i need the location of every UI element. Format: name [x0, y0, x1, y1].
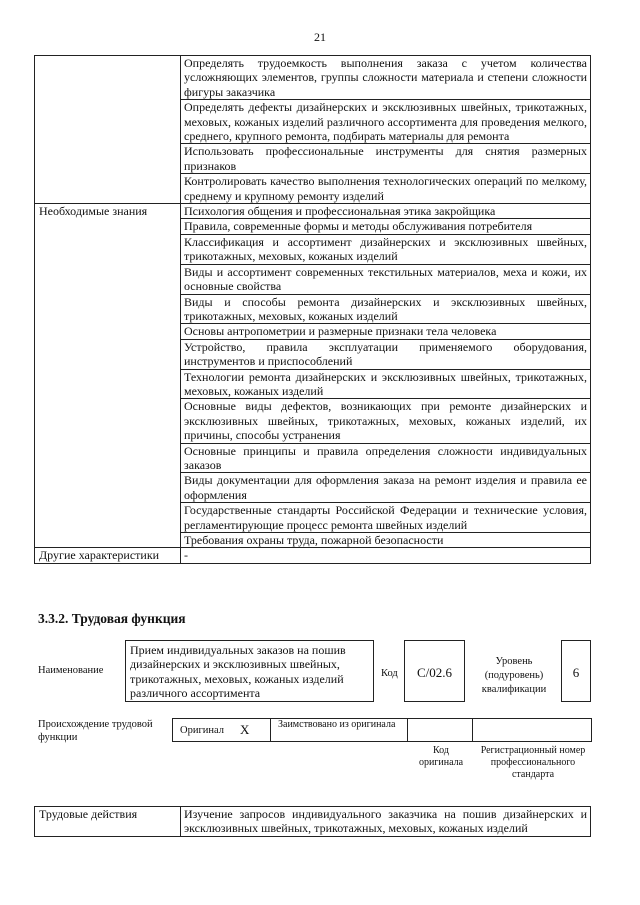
row-label [35, 443, 181, 473]
row-label [35, 100, 181, 144]
knowledge-row [35, 473, 591, 503]
skill-row [35, 100, 591, 144]
row-label [35, 369, 181, 399]
origin-label: Происхождение трудовой функции [38, 719, 153, 743]
knowledge-row [35, 339, 591, 369]
requirements-table [34, 55, 591, 564]
row-value: Основы антропометрии и размерные признаки тела человека [181, 324, 591, 339]
row-value: Использовать профессиональные инструменты для снятия размерных признаков [181, 144, 591, 174]
row-value: Определять трудоемкость выполнения заказа с учетом количества усложняющих элементов, группы сложности материала и степени сложности фигуры заказчика [181, 56, 591, 100]
name-label: Наименование [38, 665, 104, 676]
row-label [35, 339, 181, 369]
row-label [35, 174, 181, 204]
row-value: Основные виды дефектов, возникающих при ремонте дизайнерских и эксклюзивных швейных, трикотажных, меховых, кожаных изделий, их причины, способы устранения [181, 399, 591, 443]
skill-row [35, 174, 591, 204]
code-label: Код [381, 668, 398, 679]
page-number: 21 [314, 30, 326, 44]
original-mark: X [240, 722, 250, 737]
knowledge-row [35, 294, 591, 324]
row-value: Психология общения и профессиональная этика закройщика [181, 204, 591, 219]
knowledge-row [35, 503, 591, 533]
row-label [35, 503, 181, 533]
knowledge-row [35, 399, 591, 443]
row-value: Основные принципы и правила определения сложности индивидуальных заказов [181, 443, 591, 473]
row-label [35, 324, 181, 339]
row-label [35, 533, 181, 548]
actions-table [34, 806, 591, 837]
row-value: Виды и способы ремонта дизайнерских и эксклюзивных швейных, трикотажных, меховых, кожаных изделий [181, 294, 591, 324]
knowledge-label: Необходимые знания [35, 204, 181, 219]
row-value: Виды и ассортимент современных текстильных материалов, меха и кожи, их основные свойства [181, 264, 591, 294]
row-value: Устройство, правила эксплуатации применяемого оборудования, инструментов и приспособлений [181, 339, 591, 369]
row-value: Классификация и ассортимент дизайнерских и эксклюзивных швейных, трикотажных, меховых, кожаных изделий [181, 234, 591, 264]
row-label [35, 294, 181, 324]
knowledge-row [35, 234, 591, 264]
borrowed-label: Заимствовано из оригинала [278, 719, 396, 730]
section-title: 3.3.2. Трудовая функция [38, 611, 186, 626]
divider [472, 718, 473, 742]
knowledge-row [35, 204, 591, 219]
knowledge-row [35, 369, 591, 399]
knowledge-row [35, 219, 591, 234]
table-row [35, 807, 591, 837]
knowledge-row [35, 533, 591, 548]
row-value: Правила, современные формы и методы обслуживания потребителя [181, 219, 591, 234]
registration-caption: Регистрационный номер профессионального стандарта [480, 745, 586, 780]
row-label [35, 264, 181, 294]
knowledge-row [35, 264, 591, 294]
function-name-value: Прием индивидуальных заказов на пошив дизайнерских и эксклюзивных швейных, трикотажных, меховых, кожаных изделий различного ассортимента [125, 640, 374, 702]
level-label: Уровень (подуровень) квалификации [481, 656, 547, 695]
action-item: Изучение запросов индивидуального заказчика на пошив дизайнерских и эксклюзивных швейных, трикотажных, меховых, кожаных изделий [181, 807, 591, 837]
row-label [35, 473, 181, 503]
row-label [35, 399, 181, 443]
row-value: Определять дефекты дизайнерских и эксклюзивных швейных, трикотажных, меховых, кожаных изделий различного ассортимента для проведения мелкого, среднего, крупного ремонта, подбирать материалы для ремонта [181, 100, 591, 144]
actions-label: Трудовые действия [35, 807, 181, 837]
row-value: - [181, 548, 591, 563]
row-label [35, 234, 181, 264]
skill-row [35, 144, 591, 174]
knowledge-row [35, 324, 591, 339]
skill-row [35, 56, 591, 100]
row-value: Требования охраны труда, пожарной безопасности [181, 533, 591, 548]
row-label [35, 56, 181, 100]
row-label [35, 144, 181, 174]
divider [270, 718, 271, 742]
row-value: Государственные стандарты Российской Федерации и технические условия, регламентирующие процесс ремонта швейных изделий [181, 503, 591, 533]
row-value: Контролировать качество выполнения технологических операций по мелкому, среднему и крупному ремонту изделий [181, 174, 591, 204]
original-label: Оригинал [180, 725, 224, 736]
row-value: Технологии ремонта дизайнерских и эксклюзивных швейных, трикотажных, меховых, кожаных изделий [181, 369, 591, 399]
other-row [35, 548, 591, 563]
row-value: Виды документации для оформления заказа на ремонт изделия и правила ее оформления [181, 473, 591, 503]
divider [407, 718, 408, 742]
code-value: C/02.6 [404, 640, 465, 702]
code-original-caption: Код оригинала [418, 745, 464, 768]
knowledge-row [35, 443, 591, 473]
level-value: 6 [561, 640, 591, 702]
row-label [35, 219, 181, 234]
other-label: Другие характеристики [35, 548, 181, 563]
